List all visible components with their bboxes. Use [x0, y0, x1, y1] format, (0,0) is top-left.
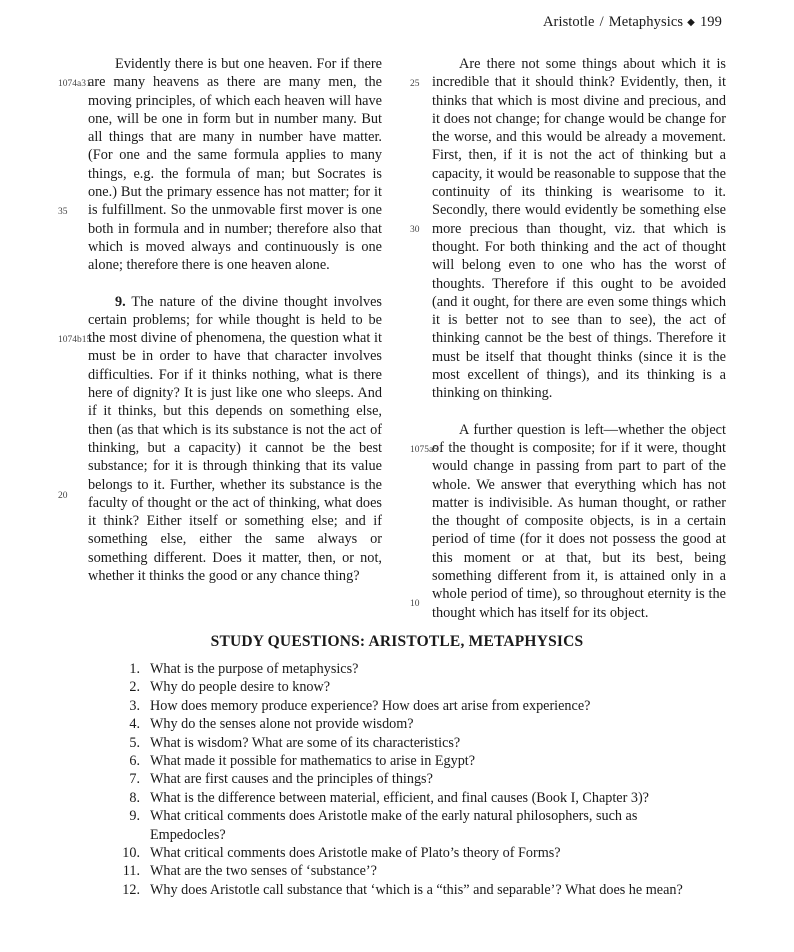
question-text: What is wisdom? What are some of its characteristics? — [150, 734, 461, 751]
question-number: 10. — [122, 845, 140, 862]
question-text: What is the purpose of metaphysics? — [150, 661, 359, 677]
question-text: Why does Aristotle call substance that ‘which is a “this” and separable’? What does he mean? — [150, 881, 683, 898]
margin-line-number: 25 — [410, 79, 420, 89]
question-number: 7. — [129, 771, 140, 788]
question-number: 6. — [129, 753, 140, 770]
margin-line-number: 1075a5 — [410, 445, 438, 455]
page-number: 199 — [699, 14, 722, 30]
margin-line-number: 10 — [410, 599, 420, 609]
running-head-title: Metaphysics — [608, 14, 684, 30]
study-question — [108, 862, 688, 880]
running-head-book: Aristotle — [542, 14, 595, 30]
question-number: 8. — [129, 789, 140, 806]
question-number: 11. — [122, 863, 140, 880]
study-question — [108, 881, 688, 899]
body-paragraph — [88, 293, 382, 586]
question-text: What are first causes and the principles of things? — [150, 771, 433, 788]
question-number: 4. — [129, 716, 140, 733]
section-number: 9. — [115, 293, 126, 310]
question-number: 2. — [129, 679, 140, 696]
diamond-ornament-icon: ◆ — [687, 17, 695, 28]
study-question — [108, 660, 688, 678]
body-paragraph: A further question is left—whether the object of the thought is composite; for if it were, thought would change in passing from part to part of the whole. We answer that everything which has not matter is indivisible. As human thought, or rather the thought of composite objects, is in a certain period of time (for it does not possess the good at this moment or at that, but its best, being something different from it, is attained only in a whole period of time), so throughout eternity is the thought which has itself for its object. — [432, 421, 726, 621]
right-column — [410, 55, 726, 622]
left-column — [58, 55, 382, 585]
study-questions-heading: STUDY QUESTIONS: ARISTOTLE, METAPHYSICS — [210, 633, 584, 650]
study-question — [108, 697, 688, 715]
body-paragraph: Are there not some things about which it is incredible that it should think? Evidently, then, it thinks that which is most divine and precious, and it does not change; for change would be change for the worse, and this would be already a movement. First, then, if it is not the act of thinking but a capacity, it would be reasonable to suppose that the continuity of its thinking is wearisome to it. Secondly, there would evidently be something else more precious than thought, viz. that which is thought. For both thinking and the act of thought will belong even to one who has the worst of thoughts. Therefore if this ought to be avoided (and it ought, for there are even some things which it is better not to see than to see), the act of thinking cannot be the best of things. Therefore it must be itself that thought thinks (since it is the most excellent of things), and its thinking is a thinking on thinking. — [432, 56, 726, 402]
study-question — [108, 715, 688, 733]
running-head-separator: / — [599, 14, 604, 30]
margin-line-number: 20 — [58, 491, 68, 501]
study-question — [108, 844, 688, 862]
body-paragraph-text: The nature of the divine thought involves certain problems; for while thought is held to be the most divine of phenomena, the question what it must be in order to have that character involves difficulties. For if it thinks nothing, what is there here of dignity? It is just like one who sleeps. And if it thinks, but this depends on something else, then (as that which is its substance is not the act of thinking, but a capacity) it cannot be the best substance; for it is through thinking that its value belongs to it. Further, whether its substance is the faculty of thought or the act of thinking, what does it think? Either itself or something else; and if something else, either the same always or something different. Does it matter, then, or not, whether it thinks the good or any chance thing? — [88, 293, 382, 585]
question-text: What is the difference between material, efficient, and final causes (Book I, Chapter 3)? — [150, 789, 649, 806]
study-question — [108, 678, 688, 696]
study-questions-list — [108, 660, 688, 899]
question-number: 9. — [129, 808, 140, 825]
study-question — [108, 770, 688, 788]
margin-line-number: 30 — [410, 225, 420, 235]
question-text: How does memory produce experience? How does art arise from experience? — [150, 697, 591, 714]
question-number: 12. — [122, 881, 140, 898]
study-question — [108, 789, 688, 807]
question-text: What critical comments does Aristotle make of the early natural philosophers, such as Empedocles? — [150, 808, 638, 843]
margin-line-number: 1074b15 — [58, 335, 92, 345]
margin-line-number: 35 — [58, 207, 68, 217]
margin-line-number: 1074a31 — [58, 79, 91, 89]
running-head — [543, 14, 722, 31]
question-text: Why do people desire to know? — [150, 679, 331, 696]
question-text: What are the two senses of ‘substance’? — [150, 863, 377, 880]
body-paragraph: Evidently there is but one heaven. For if there are many heavens as there are many men, the moving principles, of which each heaven will have one, will be one in form but in number many. But all things that are many in number have matter. (For one and the same formula applies to many things, e.g. the formula of man; but Socrates is one.) But the primary essence has not matter; for it is fulfillment. So the unmovable first mover is one both in formula and in number; therefore also that which is moved always and continuously is one alone; therefore there is one heaven alone. — [88, 56, 382, 274]
study-question — [108, 734, 688, 752]
question-text: What critical comments does Aristotle make of Plato’s theory of Forms? — [150, 845, 561, 862]
study-question — [108, 807, 688, 844]
question-number: 5. — [129, 734, 140, 751]
question-number: 1. — [129, 661, 140, 677]
question-text: Why do the senses alone not provide wisdom? — [150, 716, 414, 733]
question-number: 3. — [129, 697, 140, 714]
study-question — [108, 752, 688, 770]
question-text: What made it possible for mathematics to arise in Egypt? — [150, 753, 476, 770]
